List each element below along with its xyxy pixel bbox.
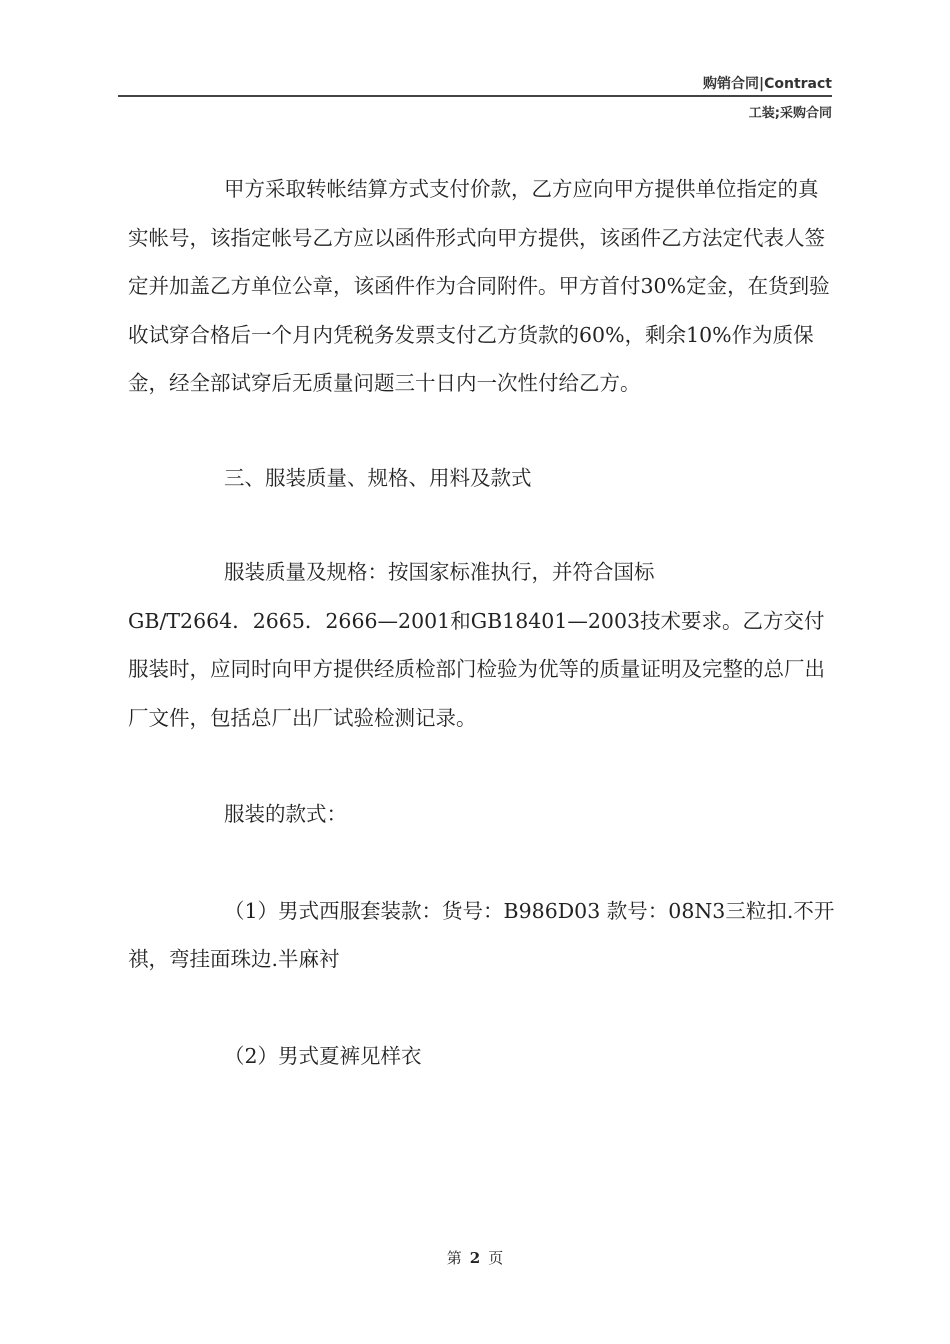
payment-paragraph: 甲方采取转帐结算方式支付价款，乙方应向甲方提供单位指定的真实帐号，该指定帐号乙方应以函件形式向甲方提供，该函件乙方法定代表人签定并加盖乙方单位公章，该函件作为合同附件。甲方首付30%定金，在货到验收试穿合格后一个月内凭税务发票支付乙方货款的60%，剩余10%作为质保金，经全部试穿后无质量问题三十日内一次性付给乙方。 xyxy=(128,177,830,395)
quality-paragraph-line1: 服装质量及规格：按国家标准执行，并符合国标 xyxy=(224,560,655,584)
footer-suffix: 页 xyxy=(488,1249,504,1267)
style-item-2: （2）男式夏裤见样衣 xyxy=(224,1043,422,1068)
header-divider xyxy=(118,95,832,97)
header-title: 购销合同|Contract xyxy=(702,76,832,92)
footer-prefix: 第 xyxy=(446,1249,462,1267)
page-number: 2 xyxy=(469,1249,481,1267)
header-subtitle: 工装;采购合同 xyxy=(748,106,832,121)
document-body xyxy=(128,165,838,1080)
page-footer xyxy=(0,1247,950,1268)
quality-paragraph-rest: GB/T2664．2665．2666—2001和GB18401—2003技术要求。乙方交付服装时，应同时向甲方提供经质检部门检验为优等的质量证明及完整的总厂出厂文件，包括总厂出厂试验检测记录。 xyxy=(128,608,825,730)
style-heading: 服装的款式： xyxy=(224,802,347,826)
style-item-1: （1）男式西服套装款：货号：B986D03 款号：08N3三粒扣.不开祺，弯挂面珠边.半麻衬 xyxy=(128,898,835,971)
section-heading: 三、服装质量、规格、用料及款式 xyxy=(224,465,532,490)
